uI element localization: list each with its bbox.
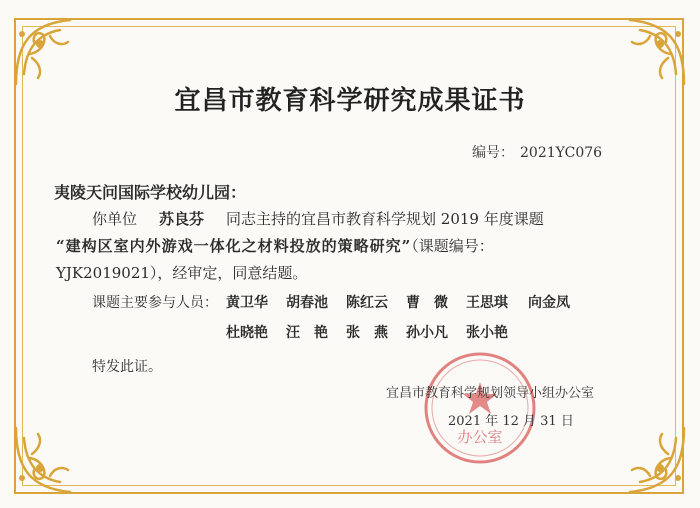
line1-suffix: 同志主持的宜昌市教育科学规划 2019 年度课题 — [226, 210, 544, 228]
member-name: 黄卫华 — [226, 295, 268, 311]
official-seal-icon — [420, 348, 540, 468]
body-line-1 — [92, 208, 544, 229]
issuer: 宜昌市教育科学规划领导小组办公室 — [386, 386, 595, 401]
member-name: 向金凤 — [528, 295, 570, 311]
corner-ornament-icon — [10, 420, 88, 498]
member-name: 王思琪 — [466, 295, 508, 311]
corner-ornament-icon — [612, 420, 690, 498]
member-name: 胡春池 — [286, 295, 328, 311]
addressee: 夷陵天问国际学校幼儿园： — [54, 183, 247, 202]
certificate-number-value: 2021YC076 — [520, 145, 603, 161]
body-line-3: YJK2019021），经审定，同意结题。 — [56, 264, 308, 282]
member-name: 曹 微 — [406, 295, 448, 311]
member-name: 张小艳 — [466, 325, 508, 341]
issue-date: 2021 年 12 月 31 日 — [448, 414, 574, 429]
certificate-number — [472, 142, 602, 162]
person-name: 苏良芬 — [159, 210, 205, 228]
certificate-title: 宜昌市教育科学研究成果证书 — [174, 86, 526, 116]
member-name: 杜晓艳 — [226, 325, 268, 341]
member-name: 陈红云 — [346, 295, 388, 311]
body-line-2 — [56, 235, 494, 256]
project-topic: “建构区室内外游戏一体化之材料投放的策略研究” — [56, 237, 412, 255]
certificate-number-label: 编号： — [472, 145, 514, 161]
closing-text: 特发此证。 — [92, 359, 162, 375]
line2-suffix: （课题编号： — [411, 237, 494, 255]
seal-text: 办公室 — [457, 428, 503, 446]
member-name: 张 燕 — [346, 325, 388, 341]
member-name: 孙小凡 — [406, 325, 448, 341]
line1-prefix: 你单位 — [92, 210, 138, 228]
members-label: 课题主要参与人员： — [92, 295, 218, 311]
member-name: 汪 艳 — [286, 325, 328, 341]
